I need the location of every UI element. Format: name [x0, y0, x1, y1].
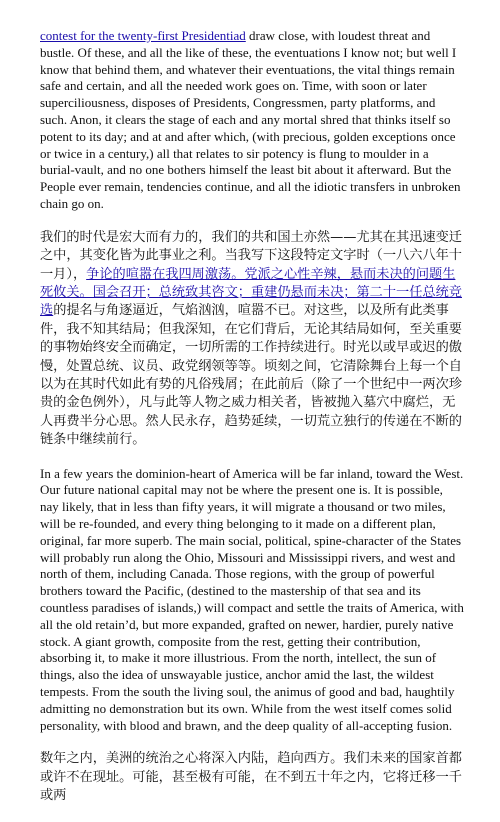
presidentiad-link[interactable]: contest for the twenty-first Presidentiad [40, 28, 246, 43]
paragraph-chinese-2: 数年之内，美洲的统治之心将深入内陆，趋向西方。我们未来的国家首都或许不在现址。可能，甚至极有可能，在不到五十年之内，它将迁移一千或两 [40, 751, 462, 804]
paragraph-english-2: In a few years the dominion-heart of America will be far inland, toward the West. Our future national capital may not be where the present one is. It is possible, nay likely, that in less than fifty years, it will migrate a thousand or two miles, will be re-founded, and every thing belonging to it made on a different plan, original, far more superb. The main social, political, spine-character of the States will probably run along the Ohio, Missouri and Mississippi rivers, and west and north of them, including Canada. Those regions, with the group of powerful brothers toward the Pacific, (destined to the mastership of that sea and its countless paradises of islands,) will compact and settle the traits of America, with all the old retain’d, but more expanded, grafted on newer, hardier, purely native stock. A giant growth, composite from the rest, getting their contribution, absorbing it, to make it more illustrious. From the north, intellect, the sun of things, also the idea of unswayable justice, anchor amid the last, the wildest tempests. From the south the living soul, the animus of good and bad, haughtily admitting no demonstration but its own. While from the west itself comes solid personality, with blood and brawn, and the deep quality of all-accepting fusion. [40, 465, 464, 733]
paragraph-chinese-1-text-after: 的提名与角逐逼近，气焰汹汹，喧嚣不已。对这些，以及所有此类事件，我不知其结局；但我深知，在它们背后，无论其结局如何，至关重要的事物始终安全而确定，一切所需的工作持续进行。时光以或早或迟的傲慢，处置总统、议员、政党纲领等等。顷刻之间，它清除舞台上每一个自以为在其时代如此有势的凡俗残屑；在此前后（除了一个世纪中一两次珍贵的金色例外），凡与此等人物之威力相关者，皆被抛入墓穴中腐烂，无人再费半分心思。然人民永存，趋势延续，一切荒立独行的传递在不断的链条中继续前行。 [40, 303, 462, 448]
paragraph-english-1-text: draw close, with loudest threat and bustle. Of these, and all the like of these, the eventuations I know not; but well I know that behind them, and whatever their eventuations, the vital things remain safe and certain, and all the needed work goes on. Time, with soon or later superciliousness, disposes of Presidents, Congressmen, party platforms, and such. Anon, it clears the stage of each and any mortal shred that thinks itself so potent to its day; and at and after which, (with precious, golden exceptions once or twice in a century,) all that relates to sir potency is flung to moulder in a burial-vault, and no one bothers himself the least bit about it afterward. But the People ever remain, tendencies continue, and all the idiotic transfers in unbroken chain go on. [40, 28, 461, 211]
document-page [40, 28, 464, 822]
paragraph-chinese-1-text-before: 我们的时代是宏大而有力的，我们的共和国土亦然——尤其在其迅速变迁之中，其变化皆为此事业之利。当我写下这段特定文字时（一八六八年十一月）， [40, 229, 462, 282]
paragraph-chinese-1 [40, 229, 464, 450]
paragraph-english-1 [40, 28, 464, 213]
chinese-highlight-link[interactable]: 争论的喧嚣在我四周激荡。党派之心性辛辣，悬而未决的问题生死攸关。国会召开；总统致其咨文；重建仍悬而未决；第二十一任总统竞选 [40, 266, 462, 319]
